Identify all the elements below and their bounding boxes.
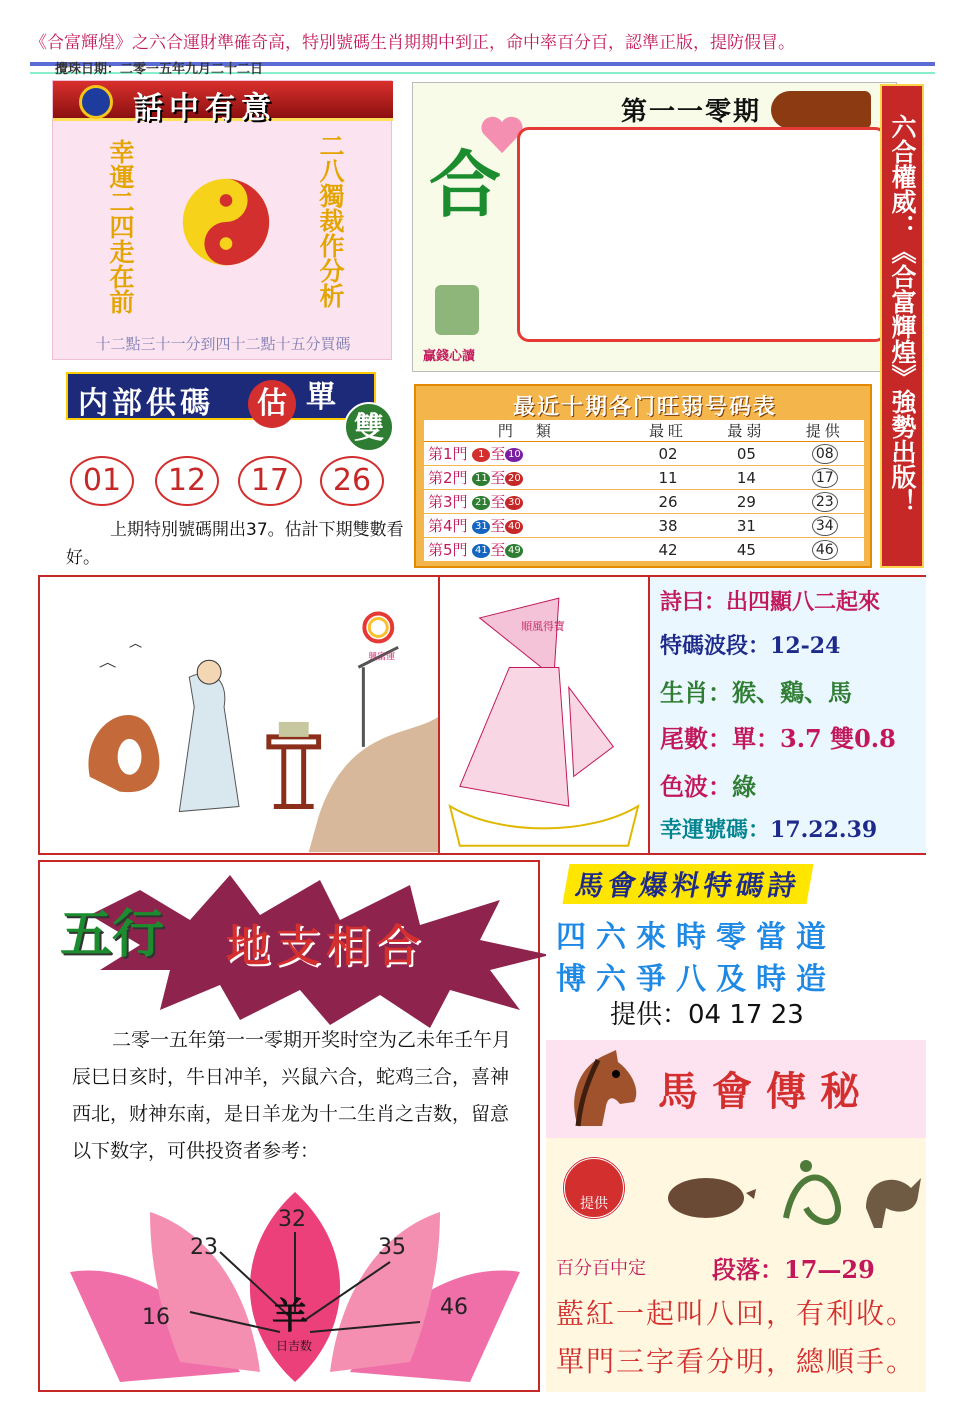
sailboat-illustration — [440, 577, 650, 853]
hint-left-text: 幸運二四走在前 — [106, 139, 135, 314]
hint-title: 話中有意 — [133, 91, 277, 126]
wuxing-panel — [38, 860, 540, 1392]
brand-logo-icon — [79, 85, 113, 119]
gate-word: 至 — [490, 493, 506, 511]
pick-number: 08 — [812, 444, 838, 464]
ball-icon: 20 — [505, 472, 523, 486]
gate-cell — [424, 466, 629, 490]
read-label: 贏錢心讀 — [423, 349, 476, 364]
poem-panel — [650, 577, 926, 853]
poem-label: 詩曰： — [660, 589, 727, 615]
horse-head-icon — [558, 1048, 642, 1128]
supply-number: 17 — [238, 456, 302, 506]
gate-word: 至 — [490, 541, 506, 559]
table-header: 提供 — [786, 420, 864, 442]
wuxing-body: 二零一五年第一一零期开奖时空为乙未年壬午月辰巳日亥时，牛日冲羊，兴鼠六合，蛇鸡三合，喜神西北，财神东南，是日羊龙为十二生肖之吉数，留意以下数字，可供投资者参考： — [72, 1029, 512, 1162]
min-cell: 31 — [707, 514, 785, 538]
lotus-sub: 日吉数 — [276, 1339, 313, 1353]
poem-label: 幸運號碼： — [660, 817, 771, 843]
hint-right-text: 二八獨裁作分析 — [316, 133, 345, 308]
table-header: 門 類 — [424, 420, 629, 442]
gate-cell — [424, 514, 629, 538]
ball-icon: 31 — [472, 520, 490, 534]
poem-label: 特碼波段： — [660, 633, 771, 659]
poem-label: 尾數： — [660, 724, 732, 753]
side-banner — [880, 84, 924, 568]
gate-table-title: 最近十期各门旺弱号码表 — [512, 394, 777, 420]
gate-word: 至 — [490, 517, 506, 535]
min-cell: 05 — [707, 442, 785, 466]
lotus-number: 46 — [440, 1295, 468, 1320]
money-hands-icon — [435, 285, 479, 335]
logo-panel — [412, 82, 897, 372]
supply-number: 26 — [320, 456, 384, 506]
dizhi-title: 地支相合 — [226, 921, 426, 972]
ball-icon: 21 — [472, 496, 490, 510]
secret-line: 單門三字看分明，總順手。 — [556, 1345, 917, 1378]
pick-cell — [786, 490, 864, 514]
he-logo: 合 — [429, 142, 502, 227]
internal-title: 内部供碼 — [78, 386, 214, 421]
ball-icon: 1 — [472, 448, 490, 462]
table-row — [424, 490, 864, 514]
wuxing-title: 五行 — [60, 904, 165, 965]
gate-label: 第3門 — [428, 493, 468, 511]
secret-title: 馬會傳秘 — [658, 1068, 874, 1115]
table-header: 最弱 — [707, 420, 785, 442]
zodiac-animals-image — [656, 1148, 926, 1238]
max-cell: 02 — [629, 442, 707, 466]
max-cell: 26 — [629, 490, 707, 514]
side-banner-text: 六合權威：《合富輝煌》強勢出版！ — [888, 114, 917, 514]
ball-icon: 10 — [505, 448, 523, 462]
poem-value: 單：3.7 雙0.8 — [732, 724, 896, 753]
gate-table — [424, 420, 864, 562]
issue-number: 第一一零期 — [621, 97, 762, 127]
range-label: 段落：17—29 — [712, 1255, 875, 1284]
gate-label: 第1門 — [428, 445, 468, 463]
estimate-badge: 估 — [248, 380, 296, 428]
table-row — [424, 466, 864, 490]
pick-cell — [786, 538, 864, 562]
horse-poem-title: 馬會爆料特碼詩 — [562, 864, 813, 904]
poem-value: 17.22.39 — [770, 817, 878, 843]
pick-cell — [786, 466, 864, 490]
horse-poem-line: 四六來時零當道 — [556, 920, 836, 955]
max-cell: 38 — [629, 514, 707, 538]
sail-label: 順風得寶 — [521, 619, 565, 633]
poem-value: 出四顯八二起來 — [726, 589, 881, 615]
gate-word: 至 — [490, 469, 506, 487]
pick-number: 23 — [812, 492, 838, 512]
illustration-row — [38, 575, 926, 855]
min-cell: 14 — [707, 466, 785, 490]
seal-stamp: 提供 — [562, 1156, 626, 1220]
yin-yang-icon — [181, 177, 271, 267]
hint-footer: 十二點三十一分到四十二點十五分買碼 — [95, 335, 351, 353]
scholar-illustration — [40, 577, 440, 853]
hint-panel — [52, 80, 392, 360]
supply-number: 01 — [70, 456, 134, 506]
max-cell: 42 — [629, 538, 707, 562]
ball-icon: 41 — [472, 544, 490, 558]
pick-number: 17 — [812, 468, 838, 488]
poem-label: 色波： — [660, 772, 732, 801]
pick-number: 46 — [812, 540, 838, 560]
ball-icon: 49 — [505, 544, 523, 558]
blank-result-box — [517, 127, 887, 342]
lotus-number: 23 — [190, 1235, 218, 1260]
pick-number: 34 — [812, 516, 838, 536]
gate-word: 至 — [490, 445, 506, 463]
draw-date: 攪珠日期：二零一五年九月二十二日 — [55, 62, 264, 77]
poem-value: 12-24 — [770, 633, 841, 659]
lotus-number: 16 — [142, 1305, 170, 1330]
gate-label: 第4門 — [428, 517, 468, 535]
secret-panel — [546, 1138, 926, 1392]
supply-number: 12 — [155, 456, 219, 506]
ball-icon: 40 — [505, 520, 523, 534]
table-row — [424, 514, 864, 538]
pick-cell — [786, 442, 864, 466]
ball-icon: 11 — [472, 472, 490, 486]
gate-cell — [424, 538, 629, 562]
double-badge: 雙 — [344, 402, 394, 452]
top-banner: 《合富輝煌》之六合運財準確奇高，特別號碼生肖期期中到正，命中率百分百，認準正版，提防假冒。 — [30, 33, 795, 53]
min-cell: 29 — [707, 490, 785, 514]
secret-line: 藍紅一起叫八回，有利收。 — [556, 1297, 917, 1330]
internal-note: 上期特別號碼開出37。估計下期雙數看好。 — [66, 520, 404, 568]
table-row — [424, 442, 864, 466]
ball-icon: 30 — [505, 496, 523, 510]
min-cell: 45 — [707, 538, 785, 562]
lotus-diagram — [60, 1192, 530, 1392]
pick-cell — [786, 514, 864, 538]
gate-label: 第5門 — [428, 541, 468, 559]
rainbow-label: 興富運 — [368, 652, 396, 663]
table-header: 最旺 — [629, 420, 707, 442]
gate-table-panel — [414, 384, 872, 568]
lotus-number: 32 — [278, 1207, 306, 1232]
horse-poem-panel — [546, 860, 926, 1040]
lotus-number: 35 — [378, 1235, 406, 1260]
gate-cell — [424, 442, 629, 466]
lotus-center: 羊 — [272, 1296, 309, 1337]
poem-value: 綠 — [732, 772, 756, 801]
horse-image — [771, 91, 871, 129]
horse-poem-line: 博六爭八及時造 — [556, 962, 836, 997]
horse-poem-provide: 提供：04 17 23 — [610, 1000, 804, 1030]
single-label: 單 — [306, 380, 336, 415]
gate-cell — [424, 490, 629, 514]
max-cell: 11 — [629, 466, 707, 490]
gate-label: 第2門 — [428, 469, 468, 487]
secret-header — [546, 1040, 926, 1138]
table-row — [424, 538, 864, 562]
sure-label: 百分百中定 — [556, 1258, 646, 1279]
poem-label: 生肖： — [660, 678, 732, 707]
poem-value: 猴、鷄、馬 — [732, 678, 852, 707]
